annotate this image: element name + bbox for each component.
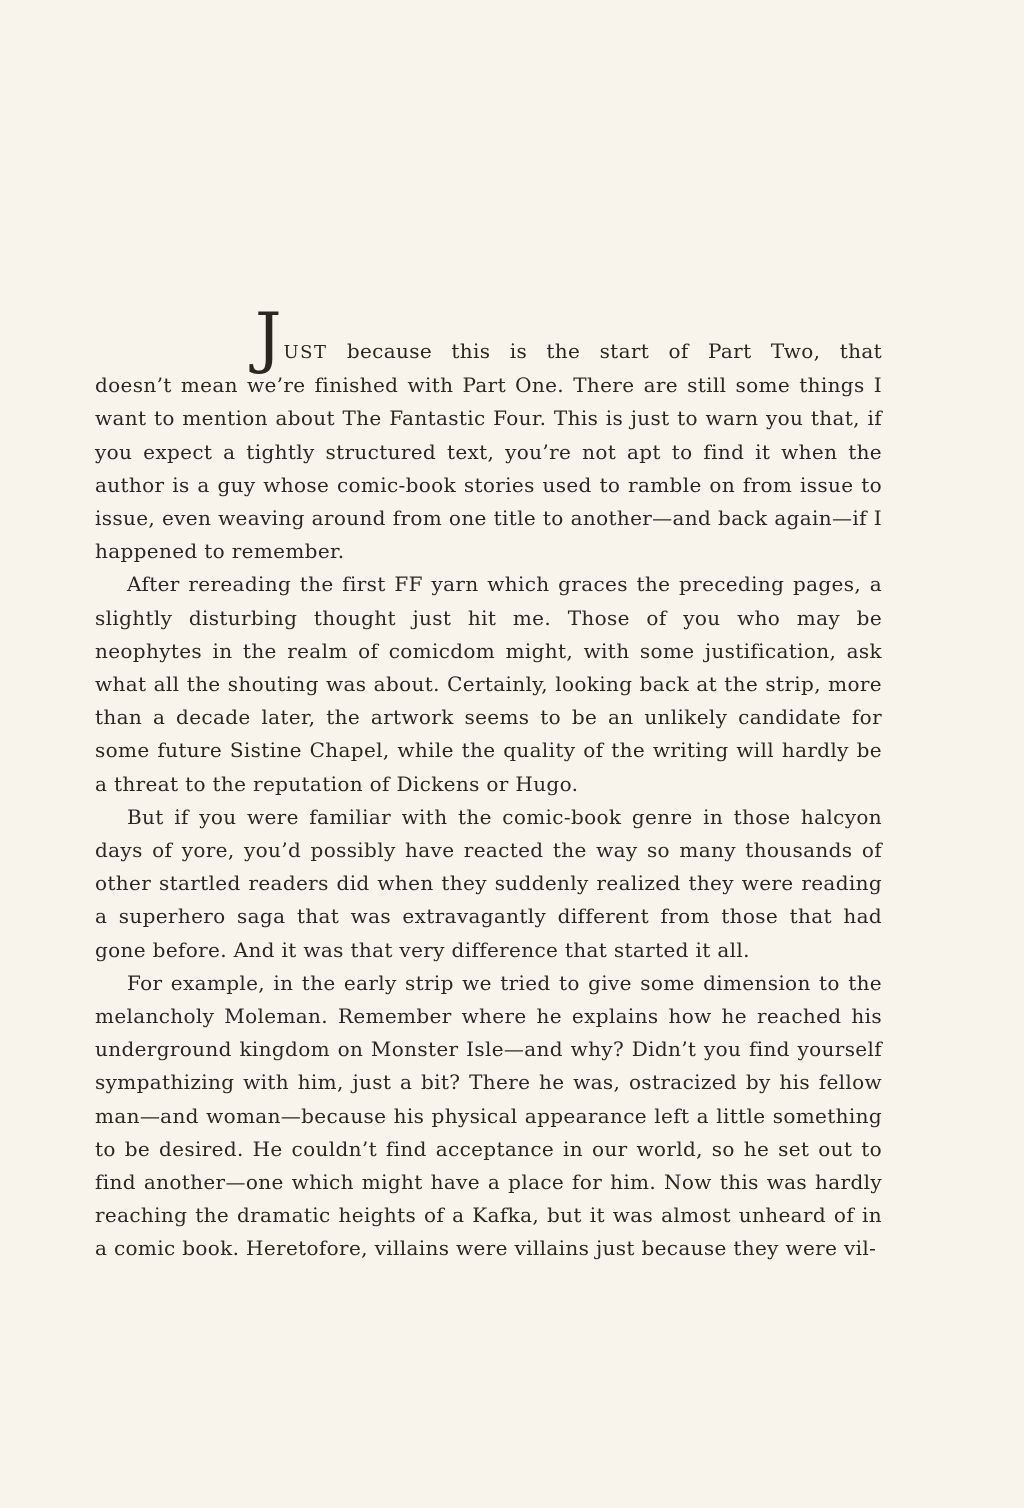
opening-line-rest: because this is the start of Part Two, that [327, 339, 882, 363]
opening-word: UST [283, 342, 328, 363]
body-text [95, 299, 882, 1266]
paragraph: After rereading the first FF yarn which graces the preceding pages, a slightly disturbing thought just hit me. Those of you who may be neophytes in the realm of comicdom might, with some justification, ask what all the shouting was about. Certainly, looking back at the strip, more than a decade later, the artwork seems to be an unlikely candidate for some future Sistine Chapel, while the quality of the writing will hardly be a threat to the reputation of Dickens or Hugo. [95, 572, 882, 796]
paragraph: But if you were familiar with the comic-book genre in those halcyon days of yore, you’d possibly have reacted the way so many thousands of other startled readers did when they suddenly realized they were reading a superhero saga that was extravagantly different from those that had gone before. And it was that very difference that started it all. [95, 804, 882, 962]
drop-cap-initial: J [255, 299, 282, 376]
opening-line [255, 299, 882, 376]
paragraph: For example, in the early strip we tried to give some dimension to the melancholy Moleman. Remember where he explains how he reached his underground kingdom on Monster Isle—and why? Didn’t you find yourself sympathizing with him, just a bit? There he was, ostracized by his fellow man—and woman—because his physical appearance left a little something to be desired. He couldn’t find acceptance in our world, so he set out to find another—one which might have a place for him. Now this was hardly reaching the dramatic heights of a Kafka, but it was almost unheard of in a comic book. Heretofore, villains were villains just because they were vil- [95, 970, 882, 1261]
opening-paragraph-text: doesn’t mean we’re finished with Part One. There are still some things I want to mention about The Fantastic Four. This is just to warn you that, if you expect a tightly structured text, you’re not apt to find it when the author is a guy whose comic-book stories used to ramble on from issue to issue, even weaving around from one title to another—and back again—if I happened to remember. [95, 373, 882, 564]
opening-paragraph [95, 299, 882, 568]
